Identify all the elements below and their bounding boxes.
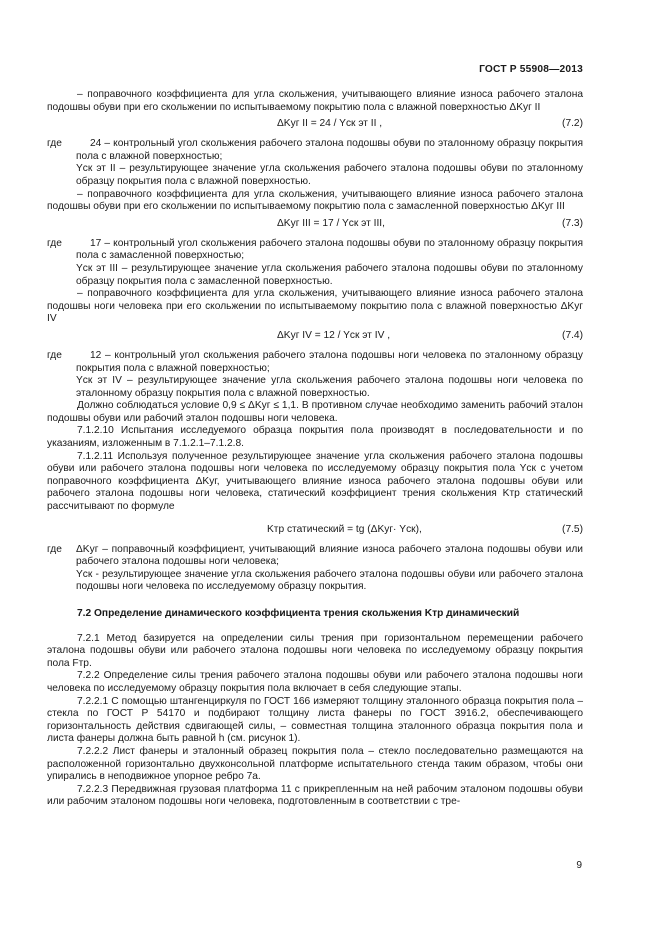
formula-7-3-expression: ΔKуг III = 17 / Yск эт III, bbox=[277, 217, 385, 229]
where-item: Yск - результирующее значение угла скольжения рабочего эталона подошвы обуви или рабочего эталона подошвы ноги человека по исследуемому образцу покрытия. bbox=[76, 568, 583, 593]
paragraph-correction-coef-II: – поправочного коэффициента для угла скольжения, учитывающего влияние износа рабочего эталона подошвы обуви при его скольжении по испытываемому покрытию пола с влажной поверхностью ΔKуг II bbox=[47, 89, 583, 113]
where-block-7-3 bbox=[47, 238, 583, 288]
paragraph-7-2-1: 7.2.1 Метод базируется на определении силы трения при горизонтальном перемещении рабочего эталона подошвы обуви или рабочего эталона подошвы ноги человека по исследуемому образцу покрытия пола Fтр. bbox=[47, 632, 583, 669]
formula-7-2 bbox=[47, 116, 583, 132]
where-item: Yск эт III – результирующее значение угла скольжения рабочего эталона подошвы обуви по эталонному образцу покрытия пола с замасленной поверхностью. bbox=[76, 262, 583, 287]
where-item: 12 – контрольный угол скольжения рабочего эталона подошвы ноги человека по эталонному образцу покрытия пола с влажной поверхностью; bbox=[76, 349, 583, 374]
formula-7-2-expression: ΔKуг II = 24 / Yск эт II , bbox=[277, 118, 383, 130]
where-block-7-5 bbox=[47, 544, 583, 594]
page-body bbox=[47, 89, 583, 809]
formula-7-4 bbox=[47, 328, 583, 344]
formula-7-5-number: (7.5) bbox=[562, 523, 583, 535]
where-label: где bbox=[47, 237, 62, 249]
where-label: где bbox=[47, 138, 62, 150]
paragraph-correction-coef-IV: – поправочного коэффициента для угла скольжения, учитывающего влияние износа рабочего эталона подошвы ноги человека при его скольжении по испытываемому покрытию пола с влажной поверхностью ΔKуг IV bbox=[47, 288, 583, 325]
where-label: где bbox=[47, 349, 62, 361]
where-block-7-2 bbox=[47, 138, 583, 188]
formula-7-5-expression: Kтр статический = tg (ΔKуг· Yск), bbox=[267, 523, 422, 535]
where-item: 24 – контрольный угол скольжения рабочего эталона подошвы обуви по эталонному образцу покрытия пола с влажной поверхностью; bbox=[76, 138, 583, 162]
paragraph-7-2-2-2: 7.2.2.2 Лист фанеры и эталонный образец покрытия пола – стекло последовательно размещаются на расположенной горизонтально двухконсольной платформе испытательного стенда таким образом, чтобы они упирались в неподвижное упорное ребро 7а. bbox=[47, 745, 583, 783]
page-number: 9 bbox=[576, 860, 582, 871]
paragraph-7-2-2-3: 7.2.2.3 Передвижная грузовая платформа 11 с прикрепленным на ней рабочим эталоном подошвы обуви или рабочим эталоном подошвы ноги человека, подготовленным в соответствии с тре- bbox=[47, 783, 583, 808]
paragraph-7-1-2-10: 7.1.2.10 Испытания исследуемого образца покрытия пола производят в последовательности и по указаниям, изложенным в 7.1.2.1–7.1.2.8. bbox=[47, 425, 583, 450]
section-title-7-2: 7.2 Определение динамического коэффициента трения скольжения Kтр динамический bbox=[77, 608, 520, 619]
where-item: 17 – контрольный угол скольжения рабочего эталона подошвы обуви по эталонному образцу покрытия пола с замасленной поверхностью; bbox=[76, 237, 583, 262]
formula-7-4-number: (7.4) bbox=[562, 329, 583, 341]
formula-7-3-number: (7.3) bbox=[562, 217, 583, 229]
formula-7-4-expression: ΔKуг IV = 12 / Yск эт IV , bbox=[277, 329, 391, 341]
where-label: где bbox=[47, 543, 62, 555]
where-block-7-4 bbox=[47, 350, 583, 400]
formula-7-5 bbox=[47, 522, 583, 538]
paragraph-correction-coef-III: – поправочного коэффициента для угла скольжения, учитывающего влияние износа рабочего эталона подошвы обуви при его скольжении по испытываемому покрытию пола с замасленной поверхностью ΔKуг III bbox=[47, 188, 583, 213]
paragraph-condition: Должно соблюдаться условие 0,9 ≤ ΔKуг ≤ 1,1. В противном случае необходимо заменить рабочий эталон подошвы обуви или рабочий эталон подошвы ноги человека. bbox=[47, 400, 583, 424]
standard-code-header: ГОСТ Р 55908—2013 bbox=[479, 64, 583, 75]
paragraph-7-2-2: 7.2.2 Определение силы трения рабочего эталона подошвы обуви или рабочего эталона подошвы ноги человека по исследуемому образцу покрытия пола включает в себя следующие этапы. bbox=[47, 670, 583, 694]
where-item: Yск эт IV – результирующее значение угла скольжения рабочего эталона подошвы ноги человека по эталонному образцу покрытия пола с влажной поверхностью. bbox=[76, 375, 583, 399]
where-item: ΔKуг – поправочный коэффициент, учитывающий влияние износа рабочего эталона подошвы обуви или рабочего эталона подошвы ноги человека; bbox=[76, 543, 583, 568]
where-item: Yск эт II – результирующее значение угла скольжения рабочего эталона подошвы обуви по эталонному образцу покрытия пола с влажной поверхностью. bbox=[76, 163, 583, 187]
paragraph-7-2-2-1: 7.2.2.1 С помощью штангенциркуля по ГОСТ 166 измеряют толщину эталонного образца покрытия пола – стекла по ГОСТ Р 54170 и подбирают толщину листа фанеры по ГОСТ 3916.2, обеспечивающего горизонтальность действия сдвигающей силы, – совместная толщина эталонного образца покрытия пола и листа фанеры должна быть равной h (см. рисунок 1). bbox=[47, 695, 583, 745]
formula-7-2-number: (7.2) bbox=[562, 118, 583, 130]
formula-7-3 bbox=[47, 216, 583, 232]
paragraph-7-1-2-11: 7.1.2.11 Используя полученное результирующее значение угла скольжения рабочего эталона подошвы обуви или рабочего эталона подошвы ноги человека по исследуемому образцу покрытия пола Yск с учетом поправочного коэффициента ΔKуг, учитывающего влияние износа рабочего эталона подошвы обуви или рабочего эталона подошвы ноги человека, статический коэффициент трения скольжения Kтр статический рассчитывают по формуле bbox=[47, 450, 583, 513]
